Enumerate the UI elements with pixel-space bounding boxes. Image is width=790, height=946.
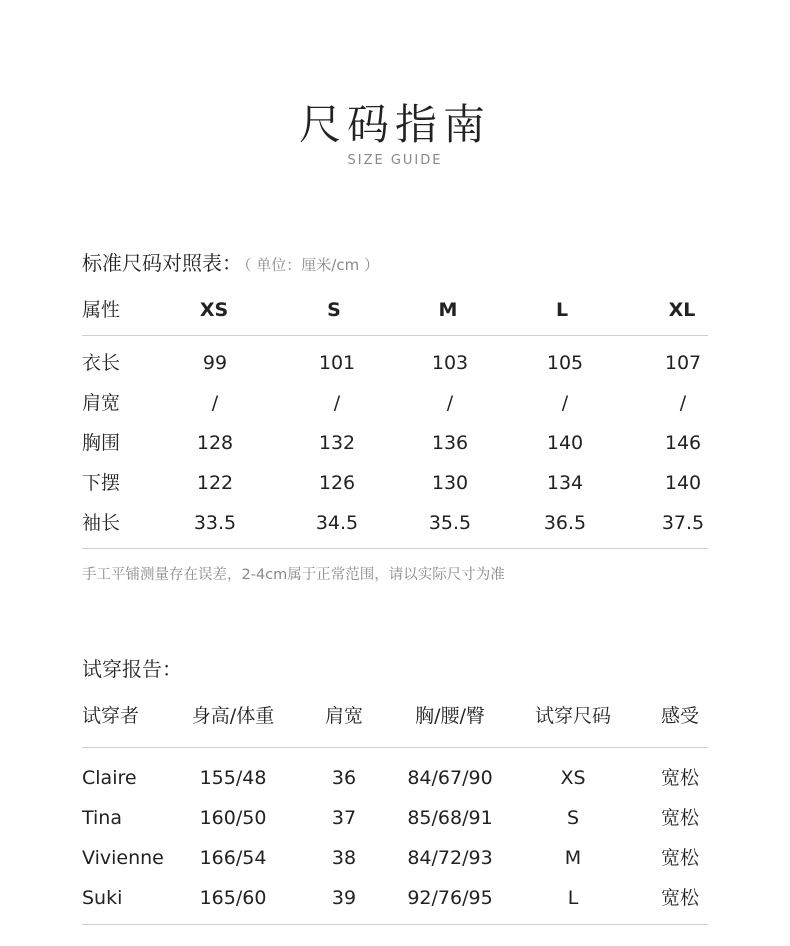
size-header-cell: M — [438, 299, 458, 321]
table-cell: 84/72/93 — [407, 847, 493, 869]
fit-header-cell: 身高/体重 — [191, 705, 275, 727]
table-cell: 36.5 — [543, 512, 587, 534]
table-row — [0, 509, 790, 537]
table-cell: 160/50 — [199, 807, 267, 829]
table-cell: 38 — [331, 847, 357, 869]
row-label: 衣长 — [82, 352, 121, 374]
divider — [82, 335, 708, 336]
table-cell: 37 — [331, 807, 357, 829]
table-cell: 85/68/91 — [407, 807, 493, 829]
row-label: 胸围 — [82, 432, 121, 454]
table-cell: 35.5 — [428, 512, 472, 534]
table-cell: 140 — [664, 472, 702, 494]
tester-name: Claire — [82, 767, 137, 789]
table-cell: 126 — [318, 472, 356, 494]
size-header-cell: 属性 — [82, 299, 121, 321]
table-row — [0, 844, 790, 872]
table-cell: 130 — [431, 472, 469, 494]
table-cell: 宽松 — [660, 887, 700, 909]
size-header-cell: S — [327, 299, 341, 321]
table-cell: 103 — [431, 352, 469, 374]
table-cell: 165/60 — [199, 887, 267, 909]
table-cell: 132 — [318, 432, 356, 454]
divider — [82, 924, 708, 925]
table-cell: / — [333, 392, 341, 414]
table-cell: 128 — [196, 432, 234, 454]
table-row — [0, 429, 790, 457]
tester-name: Suki — [82, 887, 123, 909]
fit-header-cell: 胸/腰/臀 — [415, 705, 485, 727]
table-cell: 166/54 — [199, 847, 267, 869]
page-title: 尺码指南 — [298, 100, 491, 149]
table-cell: 99 — [202, 352, 228, 374]
tester-name: Vivienne — [82, 847, 164, 869]
table-cell: 155/48 — [199, 767, 267, 789]
table-cell: 84/67/90 — [407, 767, 493, 789]
table-cell: / — [211, 392, 219, 414]
size-header-cell: L — [555, 299, 569, 321]
table-cell: 92/76/95 — [407, 887, 493, 909]
row-label: 下摆 — [82, 472, 121, 494]
table-row — [0, 389, 790, 417]
fit-header-cell: 试穿尺码 — [534, 705, 612, 727]
table-row — [0, 349, 790, 377]
size-table-unit: （ 单位：厘米/cm ） — [244, 256, 379, 274]
table-cell: 146 — [664, 432, 702, 454]
measurement-note: 手工平铺测量存在误差，2-4cm属于正常范围，请以实际尺寸为准 — [82, 567, 505, 583]
table-cell: 宽松 — [660, 767, 700, 789]
table-cell: / — [679, 392, 687, 414]
tester-name: Tina — [82, 807, 122, 829]
table-cell: 宽松 — [660, 807, 700, 829]
size-header-cell: XS — [199, 299, 229, 321]
table-cell: 140 — [546, 432, 584, 454]
fit-header-cell: 试穿者 — [82, 705, 140, 727]
table-cell: / — [446, 392, 454, 414]
row-label: 袖长 — [82, 512, 121, 534]
row-label: 肩宽 — [82, 392, 121, 414]
size-table-header-row — [0, 296, 790, 324]
table-cell: 36 — [331, 767, 357, 789]
table-cell: L — [567, 887, 579, 909]
divider — [82, 548, 708, 549]
table-row — [0, 469, 790, 497]
table-row — [0, 764, 790, 792]
table-cell: / — [561, 392, 569, 414]
table-cell: 105 — [546, 352, 584, 374]
table-cell: 37.5 — [661, 512, 705, 534]
table-cell: 101 — [318, 352, 356, 374]
size-header-cell: XL — [668, 299, 696, 321]
table-cell: 33.5 — [193, 512, 237, 534]
table-cell: 134 — [546, 472, 584, 494]
page-subtitle: SIZE GUIDE — [347, 153, 443, 168]
fit-report-header-row — [0, 702, 790, 730]
fit-header-cell: 感受 — [660, 705, 700, 727]
table-cell: 122 — [196, 472, 234, 494]
table-cell: 34.5 — [315, 512, 359, 534]
divider — [82, 747, 708, 748]
table-cell: M — [564, 847, 582, 869]
table-cell: 136 — [431, 432, 469, 454]
size-table-title-text: 标准尺码对照表： — [82, 251, 242, 275]
table-cell: 107 — [664, 352, 702, 374]
table-cell: XS — [560, 767, 586, 789]
table-cell: S — [566, 807, 580, 829]
fit-report-title: 试穿报告： — [82, 657, 182, 681]
size-table-title — [82, 247, 379, 276]
table-row — [0, 804, 790, 832]
table-cell: 宽松 — [660, 847, 700, 869]
table-cell: 39 — [331, 887, 357, 909]
fit-header-cell: 肩宽 — [324, 705, 364, 727]
table-row — [0, 884, 790, 912]
